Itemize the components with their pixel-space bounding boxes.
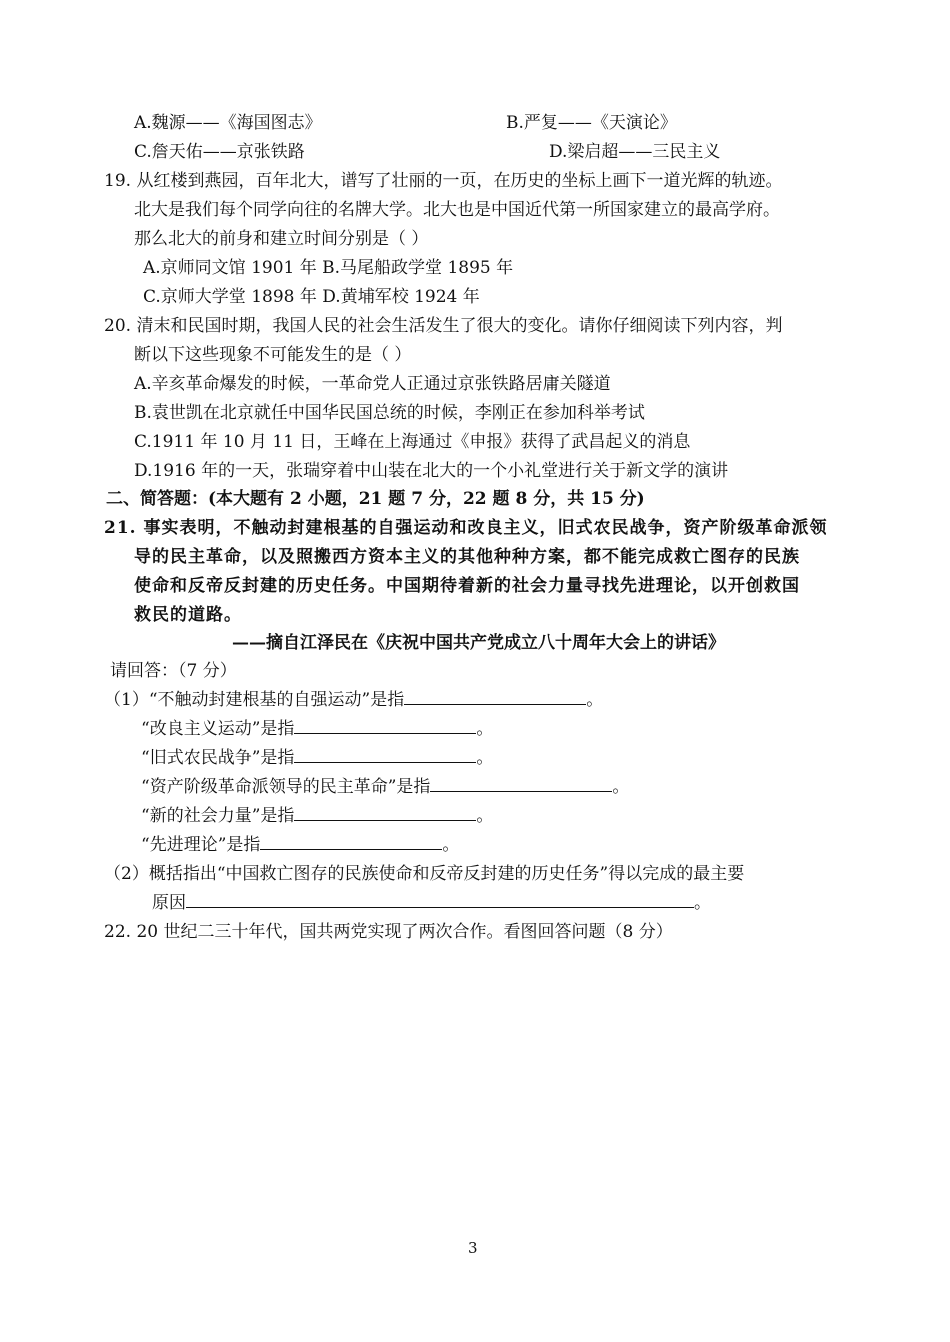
q21-prompt: 请回答：（7 分）: [110, 661, 237, 681]
q22-text: 22. 20 世纪二三十年代，国共两党实现了两次合作。看图回答问题（8 分）: [104, 922, 673, 942]
q18-option-b: B.严复——《天演论》: [506, 113, 677, 133]
q21-part2-line1: （2）概括指出“中国救亡图存的民族使命和反帝反封建的历史任务”得以完成的最主要: [104, 864, 745, 884]
q21-part1-row1: [104, 688, 603, 712]
q21-quote-line3: 使命和反帝反封建的历史任务。中国期待着新的社会力量寻找先进理论，以开创救国: [134, 576, 800, 596]
q21-quote-line4: 救民的道路。: [134, 605, 242, 625]
q21-part2-line2: [152, 891, 711, 915]
q20-option-d: D.1916 年的一天，张瑞穿着中山装在北大的一个小礼堂进行关于新文学的演讲: [134, 461, 729, 481]
q21-part2-label: 原因: [152, 893, 186, 913]
answer-blank[interactable]: [294, 717, 476, 734]
q18-option-c: C.詹天佑——京张铁路: [134, 142, 305, 162]
q21-quote-line2: 导的民主革命，以及照搬西方资本主义的其他种种方案，都不能完成救亡图存的民族: [134, 547, 800, 567]
q19-options-cd: C.京师大学堂 1898 年 D.黄埔军校 1924 年: [143, 287, 480, 307]
q18-option-a: A.魏源——《海国图志》: [134, 113, 322, 133]
q20-text-line1: 20. 清末和民国时期，我国人民的社会生活发生了很大的变化。请你仔细阅读下列内容，判: [104, 316, 783, 336]
q21-part1-label: “旧式农民战争”是指: [141, 748, 295, 768]
q19-text-line1: 19. 从红楼到燕园，百年北大，谱写了壮丽的一页，在历史的坐标上画下一道光辉的轨迹。: [104, 171, 783, 191]
period: 。: [476, 719, 494, 739]
period: 。: [442, 835, 460, 855]
q21-part1-row2: [141, 717, 493, 741]
q20-option-a: A.辛亥革命爆发的时候，一革命党人正通过京张铁路居庸关隧道: [134, 374, 611, 394]
period: 。: [612, 777, 630, 797]
answer-blank[interactable]: [186, 891, 694, 908]
q19-text-line2: 北大是我们每个同学向往的名牌大学。北大也是中国近代第一所国家建立的最高学府。: [134, 200, 780, 220]
section-heading: 二、简答题：(本大题有 2 小题，21 题 7 分，22 题 8 分，共 15 分): [106, 489, 645, 509]
page-number: 3: [468, 1239, 478, 1257]
period: 。: [476, 748, 494, 768]
answer-blank[interactable]: [260, 833, 442, 850]
q20-option-b: B.袁世凯在北京就任中国华民国总统的时候，李刚正在参加科举考试: [134, 403, 645, 423]
q21-quote-source: ——摘自江泽民在《庆祝中国共产党成立八十周年大会上的讲话》: [232, 633, 725, 653]
answer-blank[interactable]: [404, 688, 586, 705]
q21-part1-label: （1）“不触动封建根基的自强运动”是指: [104, 690, 405, 710]
answer-blank[interactable]: [294, 746, 476, 763]
q21-part1-row6: [141, 833, 459, 857]
q21-part1-label: “新的社会力量”是指: [141, 806, 295, 826]
period: 。: [586, 690, 604, 710]
q18-option-d: D.梁启超——三民主义: [549, 142, 721, 162]
q20-option-c: C.1911 年 10 月 11 日，王峰在上海通过《申报》获得了武昌起义的消息: [134, 432, 691, 452]
q19-text-line3: 那么北大的前身和建立时间分别是（ ）: [134, 229, 429, 249]
q20-text-line2: 断以下这些现象不可能发生的是（ ）: [134, 345, 412, 365]
q21-part1-row4: [141, 775, 629, 799]
period: 。: [694, 893, 711, 913]
q21-part1-label: “改良主义运动”是指: [141, 719, 295, 739]
q21-quote-line1: 21. 事实表明，不触动封建根基的自强运动和改良主义，旧式农民战争，资产阶级革命派领: [104, 518, 828, 538]
answer-blank[interactable]: [430, 775, 612, 792]
q21-part1-row5: [141, 804, 493, 828]
q21-part1-label: “资产阶级革命派领导的民主革命”是指: [141, 777, 431, 797]
period: 。: [476, 806, 494, 826]
q21-part1-label: “先进理论”是指: [141, 835, 261, 855]
q19-options-ab: A.京师同文馆 1901 年 B.马尾船政学堂 1895 年: [143, 258, 514, 278]
q21-part1-row3: [141, 746, 493, 770]
answer-blank[interactable]: [294, 804, 476, 821]
